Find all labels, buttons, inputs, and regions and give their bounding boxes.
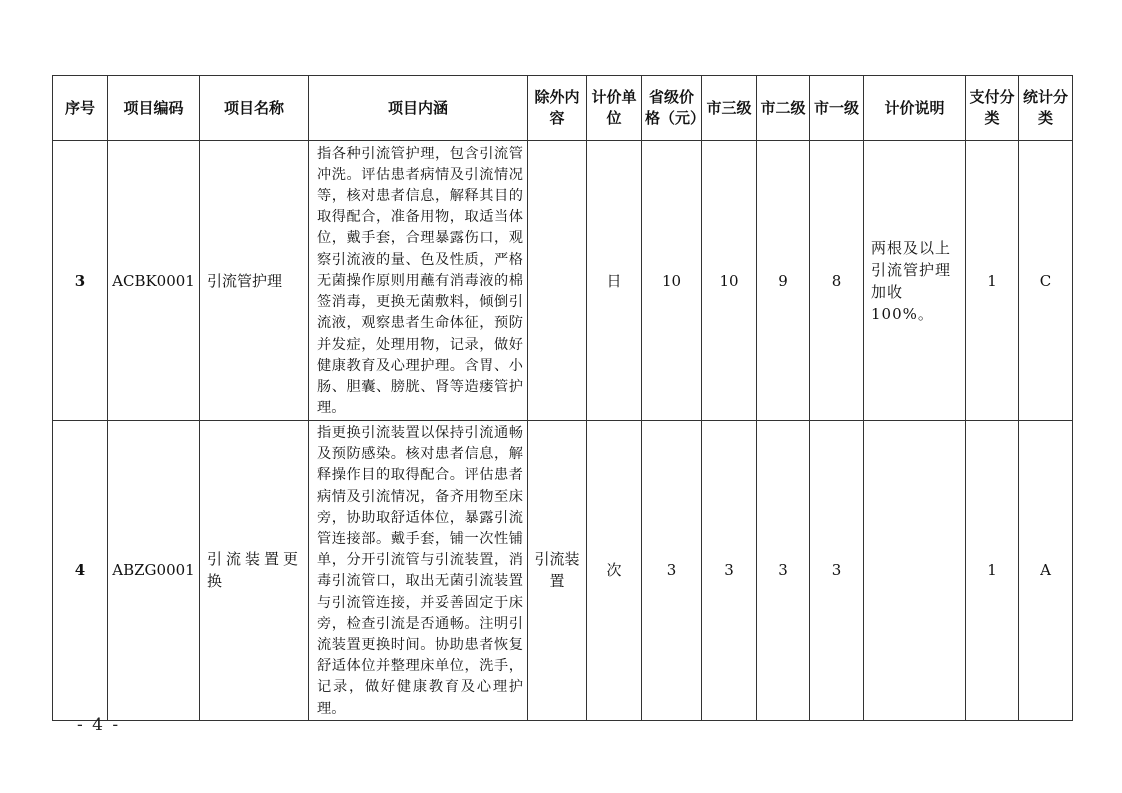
header-name: 项目名称 xyxy=(200,76,309,141)
header-code: 项目编码 xyxy=(108,76,200,141)
cell-unit: 日 xyxy=(587,141,642,421)
cell-stat-class: A xyxy=(1019,421,1073,721)
header-pay-class: 支付分类 xyxy=(966,76,1019,141)
cell-price-province: 3 xyxy=(642,421,702,721)
table-row xyxy=(53,141,1073,421)
header-seq: 序号 xyxy=(53,76,108,141)
cell-code: ACBK0001 xyxy=(108,141,200,421)
cell-price-province: 10 xyxy=(642,141,702,421)
header-price-city3: 市三级 xyxy=(702,76,757,141)
cell-name: 引流装置更换 xyxy=(200,421,309,721)
header-content: 项目内涵 xyxy=(309,76,528,141)
cell-price-city1: 8 xyxy=(810,141,864,421)
cell-price-city2: 3 xyxy=(757,421,810,721)
header-note: 计价说明 xyxy=(864,76,966,141)
header-stat-class: 统计分类 xyxy=(1019,76,1073,141)
pricing-table xyxy=(52,75,1073,721)
cell-stat-class: C xyxy=(1019,141,1073,421)
cell-seq: 4 xyxy=(53,421,108,721)
cell-content: 指更换引流装置以保持引流通畅及预防感染。核对患者信息，解释操作目的取得配合。评估患者病情及引流情况，备齐用物至床旁，协助取舒适体位，暴露引流管连接部。戴手套，铺一次性铺单，分开引流管与引流装置，消毒引流管口，取出无菌引流装置与引流管连接，并妥善固定于床旁，检查引流是否通畅。注明引流装置更换时间。协助患者恢复舒适体位并整理床单位，洗手，记录，做好健康教育及心理护理。 xyxy=(309,421,528,721)
cell-price-city2: 9 xyxy=(757,141,810,421)
cell-note xyxy=(864,421,966,721)
cell-excluded xyxy=(528,141,587,421)
header-price-city1: 市一级 xyxy=(810,76,864,141)
header-price-province: 省级价格（元） xyxy=(642,76,702,141)
table-row xyxy=(53,421,1073,721)
cell-name: 引流管护理 xyxy=(200,141,309,421)
cell-price-city3: 3 xyxy=(702,421,757,721)
cell-content: 指各种引流管护理，包含引流管冲洗。评估患者病情及引流情况等，核对患者信息，解释其目的取得配合，准备用物，取适当体位，戴手套，合理暴露伤口，观察引流液的量、色及性质，严格无菌操作原则用蘸有消毒液的棉签消毒，更换无菌敷料，倾倒引流液，观察患者生命体征，预防并发症，处理用物，记录，做好健康教育及心理护理。含胃、小肠、胆囊、膀胱、肾等造瘘管护理。 xyxy=(309,141,528,421)
header-price-city2: 市二级 xyxy=(757,76,810,141)
header-row xyxy=(53,76,1073,141)
cell-price-city3: 10 xyxy=(702,141,757,421)
cell-note: 两根及以上引流管护理加收100%。 xyxy=(864,141,966,421)
page-number: - 4 - xyxy=(77,715,121,735)
header-unit: 计价单位 xyxy=(587,76,642,141)
cell-excluded: 引流装置 xyxy=(528,421,587,721)
cell-price-city1: 3 xyxy=(810,421,864,721)
cell-pay-class: 1 xyxy=(966,141,1019,421)
cell-pay-class: 1 xyxy=(966,421,1019,721)
cell-seq: 3 xyxy=(53,141,108,421)
cell-code: ABZG0001 xyxy=(108,421,200,721)
header-excluded: 除外内容 xyxy=(528,76,587,141)
cell-unit: 次 xyxy=(587,421,642,721)
